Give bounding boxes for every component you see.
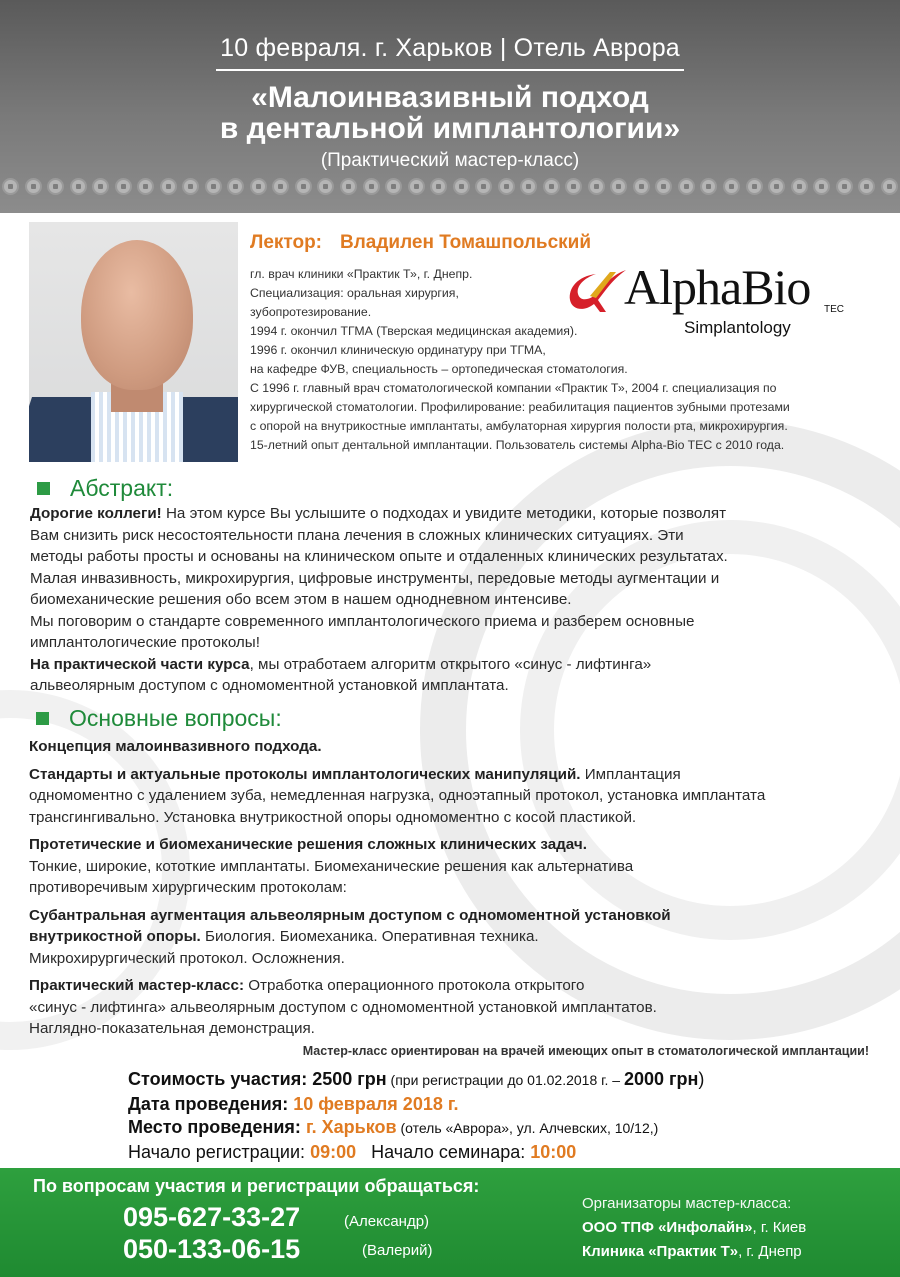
contact-name-2: (Валерий) bbox=[362, 1242, 433, 1259]
bolt-icon bbox=[746, 178, 763, 195]
schedule-row: Начало регистрации: 09:00 Начало семинара: 10:00 bbox=[128, 1141, 577, 1162]
bolt-icon bbox=[385, 178, 402, 195]
lecturer-name: Владилен Томашпольский bbox=[340, 232, 592, 253]
bolt-icon bbox=[137, 178, 154, 195]
bolt-icon bbox=[565, 178, 582, 195]
bolt-icon bbox=[498, 178, 515, 195]
contact-name-1: (Александр) bbox=[344, 1213, 430, 1230]
bolt-icon bbox=[700, 178, 717, 195]
bolt-icon bbox=[227, 178, 244, 195]
bolt-icon bbox=[430, 178, 447, 195]
audience-note: Мастер-класс ориентирован на врачей имеющих опыт в стоматологической имплантации! bbox=[302, 1044, 869, 1058]
alpha-bio-logo: AlphaBio TEC Simplantology bbox=[566, 256, 856, 342]
lecturer-heading: Лектор: Владилен Томашпольский bbox=[250, 232, 592, 253]
lecturer-bio: гл. врач клиники «Практик Т», г. Днепр. Специализация: оральная хирургия, зубопротезирование. 1994 г. окончил ТГМА (Тверская медицинская академия). 1996 г. окончил клиническую ординатуру при ТГМА, на кафедре ФУВ, специальность – ортопедическая стоматология. С 1996 г. главный врач стоматологической компании «Практик Т», 2004 г. специализация по хирургической стоматологии. Профилирование: реабилитация пациентов зубными протезами с опорой на внутрикостные имплантаты, амбулаторная хирургия полости рта, микрохирургия. 15-летний опыт дентальной имплантации. Пользователь системы Alpha-Bio TEC с 2010 года. bbox=[250, 267, 790, 452]
bolt-icon bbox=[115, 178, 132, 195]
bolt-icon bbox=[836, 178, 853, 195]
abstract-heading: Абстракт: bbox=[37, 475, 173, 502]
event-date-location: 10 февраля. г. Харьков | Отель Аврора bbox=[0, 34, 900, 71]
bolt-icon bbox=[25, 178, 42, 195]
date-row: Дата проведения: 10 февраля 2018 г. bbox=[128, 1093, 459, 1114]
bolt-icon bbox=[92, 178, 109, 195]
phone-number-2[interactable]: 050-133-06-15 bbox=[123, 1234, 301, 1264]
bolt-icon bbox=[588, 178, 605, 195]
bolt-icon bbox=[633, 178, 650, 195]
event-title: «Малоинвазивный подход в дентальной имплантологии» bbox=[219, 81, 681, 145]
bolt-icon bbox=[317, 178, 334, 195]
lecturer-photo bbox=[29, 222, 238, 462]
bolt-icon bbox=[2, 178, 19, 195]
bolt-icon bbox=[205, 178, 222, 195]
bolt-icon bbox=[340, 178, 357, 195]
bolt-icon bbox=[858, 178, 875, 195]
question-item: Протетические и биомеханические решения сложных клинических задач. Тонкие, широкие, кототкие имплантаты. Биомеханические решения как альтернатива противоречивым хирургическим протоколам: bbox=[29, 836, 634, 896]
event-subtitle: (Практический мастер-класс) bbox=[320, 150, 580, 171]
bolt-icon bbox=[47, 178, 64, 195]
bolt-icon bbox=[520, 178, 537, 195]
green-square-bullet-icon bbox=[36, 712, 49, 725]
questions-list bbox=[29, 736, 869, 1046]
header-banner bbox=[0, 0, 900, 213]
abstract-text: Дорогие коллеги! На этом курсе Вы услышите о подходах и увидите методики, которые позволят Вам снизить риск несостоятельности плана лечения в сложных клинических ситуациях. Эти методы работы просты и основаны на клиническом опыте и отдаленных клинических результатах. Малая инвазивность, микрохирургия, цифровые инструменты, передовые методы аугментации и биомеханические решения обо всем этом в нашем однодневном интенсиве. Мы поговорим о стандарте современного имплантологического приема и разберем основные имплантологические протоколы! На практической части курса, мы отработаем алгоритм открытого «синус - лифтинга» альвеолярным доступом с одномоментной установкой имплантата. bbox=[30, 505, 728, 694]
bolt-icon bbox=[723, 178, 740, 195]
bolt-icon bbox=[813, 178, 830, 195]
decorative-bolt-strip bbox=[0, 178, 900, 198]
question-item: Концепция малоинвазивного подхода. bbox=[29, 738, 322, 755]
bolt-icon bbox=[543, 178, 560, 195]
bolt-icon bbox=[272, 178, 289, 195]
contact-footer bbox=[0, 1168, 900, 1277]
bolt-icon bbox=[655, 178, 672, 195]
bolt-icon bbox=[160, 178, 177, 195]
bolt-icon bbox=[475, 178, 492, 195]
bolt-icon bbox=[295, 178, 312, 195]
contact-heading: По вопросам участия и регистрации обращаться: bbox=[33, 1176, 480, 1196]
bolt-icon bbox=[453, 178, 470, 195]
bolt-icon bbox=[250, 178, 267, 195]
bolt-icon bbox=[610, 178, 627, 195]
bolt-icon bbox=[182, 178, 199, 195]
bolt-icon bbox=[791, 178, 808, 195]
place-row: Место проведения: г. Харьков (отель «Аврора», ул. Алчевских, 10/12,) bbox=[128, 1117, 659, 1137]
bolt-icon bbox=[408, 178, 425, 195]
bolt-icon bbox=[678, 178, 695, 195]
question-item: Субантральная аугментация альвеолярным доступом с одномоментной установкой внутрикостной опоры. Биология. Биомеханика. Оперативная техника. Микрохирургический протокол. Осложнения. bbox=[29, 906, 671, 967]
green-square-bullet-icon bbox=[37, 482, 50, 495]
event-info bbox=[128, 1068, 704, 1164]
bolt-icon bbox=[70, 178, 87, 195]
bolt-icon bbox=[881, 178, 898, 195]
phone-number-1[interactable]: 095-627-33-27 bbox=[123, 1202, 301, 1232]
cost-row: Стоимость участия: 2500 грн (при регистрации до 01.02.2018 г. – 2000 грн) bbox=[128, 1069, 705, 1089]
bolt-icon bbox=[768, 178, 785, 195]
bolt-icon bbox=[363, 178, 380, 195]
alpha-bio-swoosh-icon bbox=[566, 266, 630, 316]
question-item: Практический мастер-класс: Отработка операционного протокола открытого «синус - лифтинга» альвеолярным доступом с одномоментной установкой имплантатов. Наглядно-показательная демонстрация. bbox=[29, 977, 657, 1037]
question-item: Стандарты и актуальные протоколы имплантологических манипуляций. Имплантация одномоментно с удалением зуба, немедленная нагрузка, одноэтапный протокол, установка имплантата трансгингивально. Установка внутрикостной опоры одномоментно с косой пластикой. bbox=[29, 765, 766, 826]
organizers: Организаторы мастер-класса: ООО ТПФ «Инфолайн», г. Киев Клиника «Практик Т», г. Днепр bbox=[582, 1195, 807, 1260]
questions-heading: Основные вопросы: bbox=[36, 705, 282, 732]
